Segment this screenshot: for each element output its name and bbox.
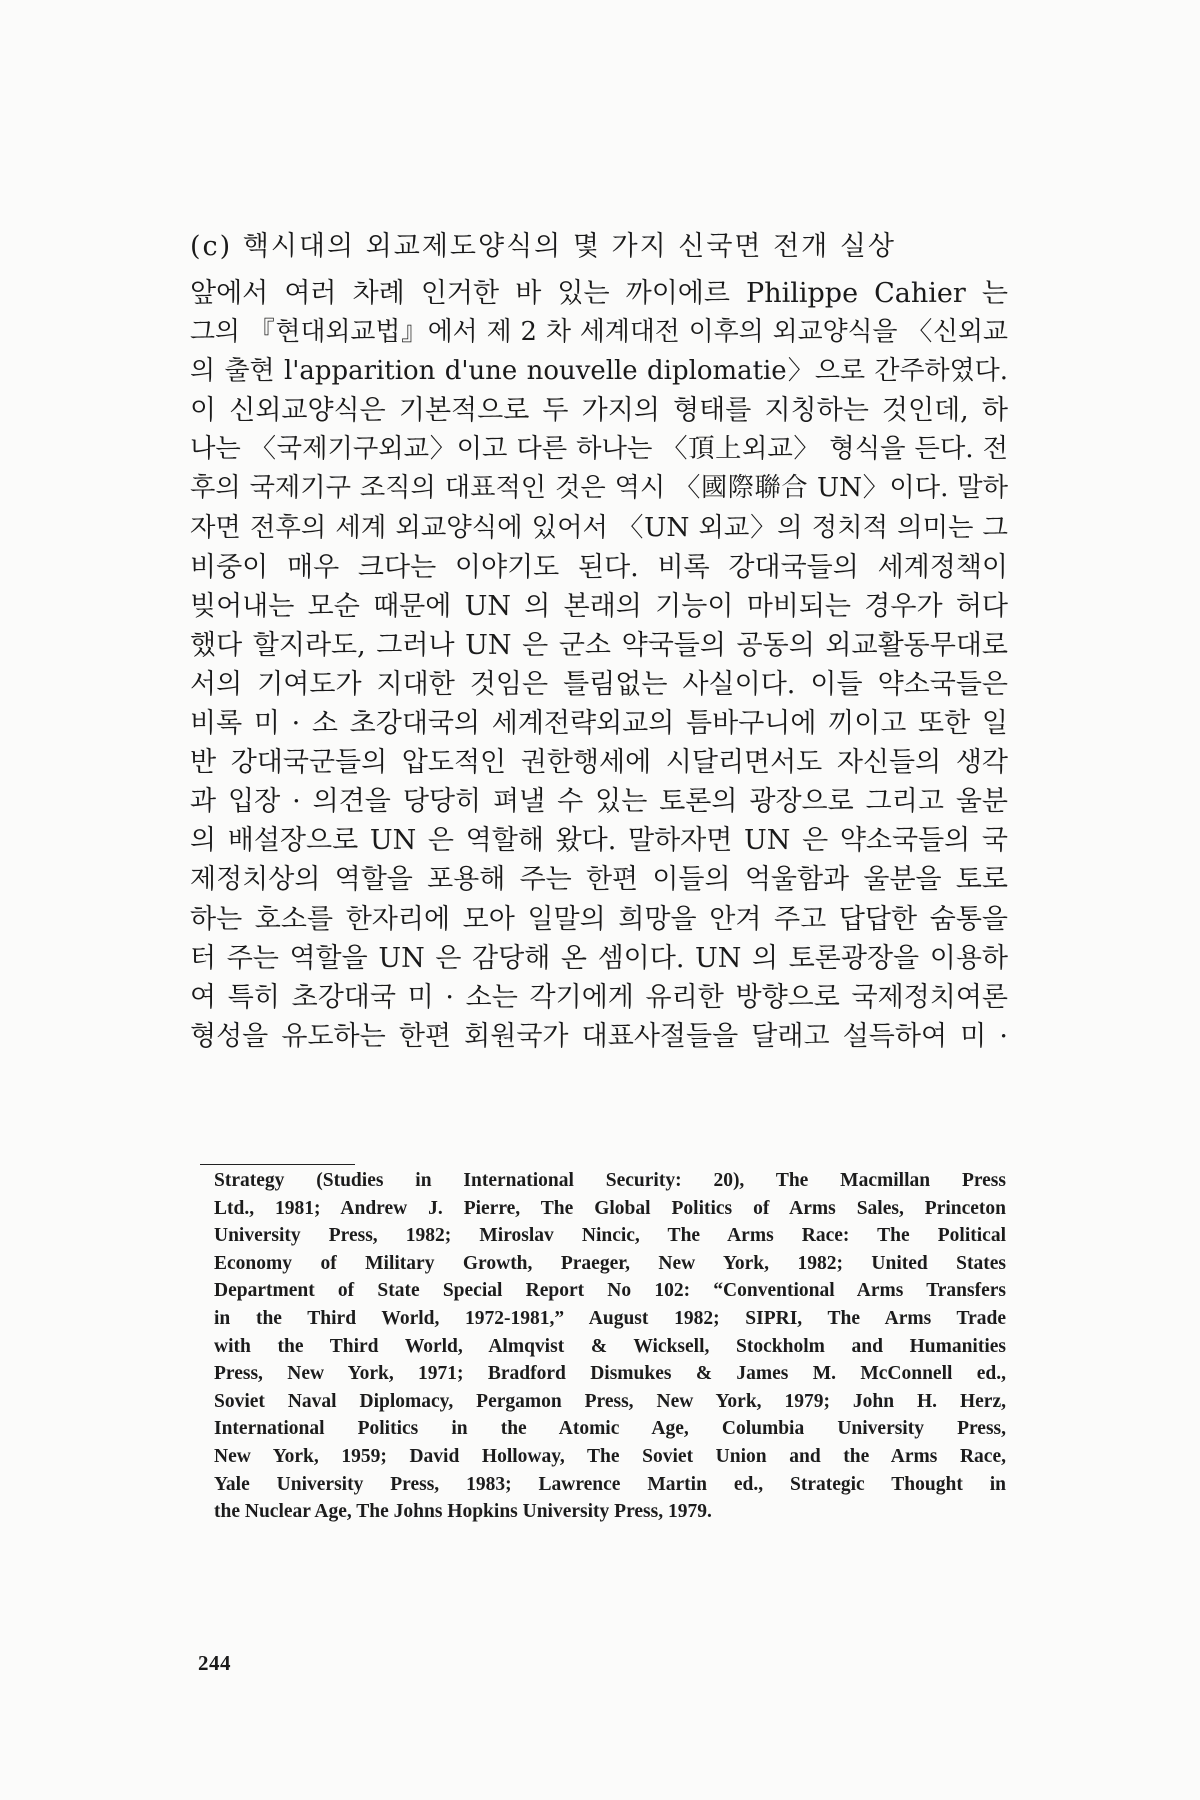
body-line: 그의 『현대외교법』에서 제 2 차 세계대전 이후의 외교양식을 〈신외교 [190, 317, 1008, 348]
footnote-line: Economy of Military Growth, Praeger, New York, 1982; United States [214, 1252, 1006, 1274]
body-line: 의 배설장으로 UN 은 역할해 왔다. 말하자면 UN 은 약소국들의 국 [190, 825, 1008, 857]
body-line: 반 강대국군들의 압도적인 권한행세에 시달리면서도 자신들의 생각 [190, 747, 1008, 779]
body-line: 형성을 유도하는 한편 회원국가 대표사절들을 달래고 설득하여 미 · [190, 1020, 1008, 1052]
footnote-line: Ltd., 1981; Andrew J. Pierre, The Global Politics of Arms Sales, Princeton [214, 1197, 1006, 1219]
footnote-line: University Press, 1982; Miroslav Nincic, The Arms Race: The Political [214, 1225, 1006, 1247]
body-line: 하는 호소를 한자리에 모아 일말의 희망을 안겨 주고 답답한 숨통을 [190, 903, 1008, 935]
footnote-line: the Nuclear Age, The Johns Hopkins University Press, 1979. [214, 1501, 712, 1523]
footnote-line: International Politics in the Atomic Age, Columbia University Press, [214, 1418, 1006, 1440]
body-line: 나는 〈국제기구외교〉이고 다른 하나는 〈頂上외교〉 형식을 든다. 전 [190, 434, 1008, 465]
body-line: 과 입장 · 의견을 당당히 펴낼 수 있는 토론의 광장으로 그리고 울분 [190, 786, 1008, 818]
footnote-line: Yale University Press, 1983; Lawrence Martin ed., Strategic Thought in [214, 1473, 1006, 1495]
footnote-line: Press, New York, 1971; Bradford Dismukes & James M. McConnell ed., [214, 1363, 1006, 1385]
footnote [214, 1167, 1006, 1526]
body-line: 비중이 매우 크다는 이야기도 된다. 비록 강대국들의 세계정책이 [190, 551, 1008, 583]
section-heading: (c) 핵시대의 외교제도양식의 몇 가지 신국면 전개 실상 [190, 231, 896, 262]
body-line: 제정치상의 역할을 포용해 주는 한편 이들의 억울함과 울분을 토로 [190, 864, 1008, 896]
body-line: 의 출현 l'apparition d'une nouvelle diplomatie〉으로 간주하였다. [190, 356, 1008, 387]
footnote-divider [200, 1164, 355, 1165]
footnote-line: Soviet Naval Diplomacy, Pergamon Press, New York, 1979; John H. Herz, [214, 1390, 1006, 1412]
body-line: 서의 기여도가 지대한 것임은 틀림없는 사실이다. 이들 약소국들은 [190, 668, 1008, 700]
footnote-line: with the Third World, Almqvist & Wicksell, Stockholm and Humanities [214, 1335, 1006, 1357]
footnote-line: in the Third World, 1972-1981,” August 1982; SIPRI, The Arms Trade [214, 1307, 1006, 1329]
body-line: 비록 미 · 소 초강대국의 세계전략외교의 틈바구니에 끼이고 또한 일 [190, 708, 1008, 740]
body-line: 후의 국제기구 조직의 대표적인 것은 역시 〈國際聯合 UN〉이다. 말하 [190, 473, 1008, 504]
page-number: 244 [198, 1651, 231, 1675]
body-line: 했다 할지라도, 그러나 UN 은 군소 약국들의 공동의 외교활동무대로 [190, 629, 1008, 661]
body-line: 여 특히 초강대국 미 · 소는 각기에게 유리한 방향으로 국제정치여론 [190, 981, 1008, 1013]
body-line: 자면 전후의 세계 외교양식에 있어서 〈UN 외교〉의 정치적 의미는 그 [190, 512, 1008, 543]
body-line: 이 신외교양식은 기본적으로 두 가지의 형태를 지칭하는 것인데, 하 [190, 395, 1008, 427]
body-line: 빚어내는 모순 때문에 UN 의 본래의 기능이 마비되는 경우가 허다 [190, 590, 1008, 622]
body-paragraph [190, 274, 1008, 1056]
body-line: 앞에서 여러 차례 인거한 바 있는 까이에르 Philippe Cahier 는 [190, 278, 1008, 309]
footnote-line: Department of State Special Report No 102: “Conventional Arms Transfers [214, 1280, 1006, 1302]
footnote-line: New York, 1959; David Holloway, The Soviet Union and the Arms Race, [214, 1445, 1006, 1467]
footnote-line: Strategy (Studies in International Security: 20), The Macmillan Press [214, 1170, 1006, 1191]
body-line: 터 주는 역할을 UN 은 감당해 온 셈이다. UN 의 토론광장을 이용하 [190, 942, 1008, 974]
